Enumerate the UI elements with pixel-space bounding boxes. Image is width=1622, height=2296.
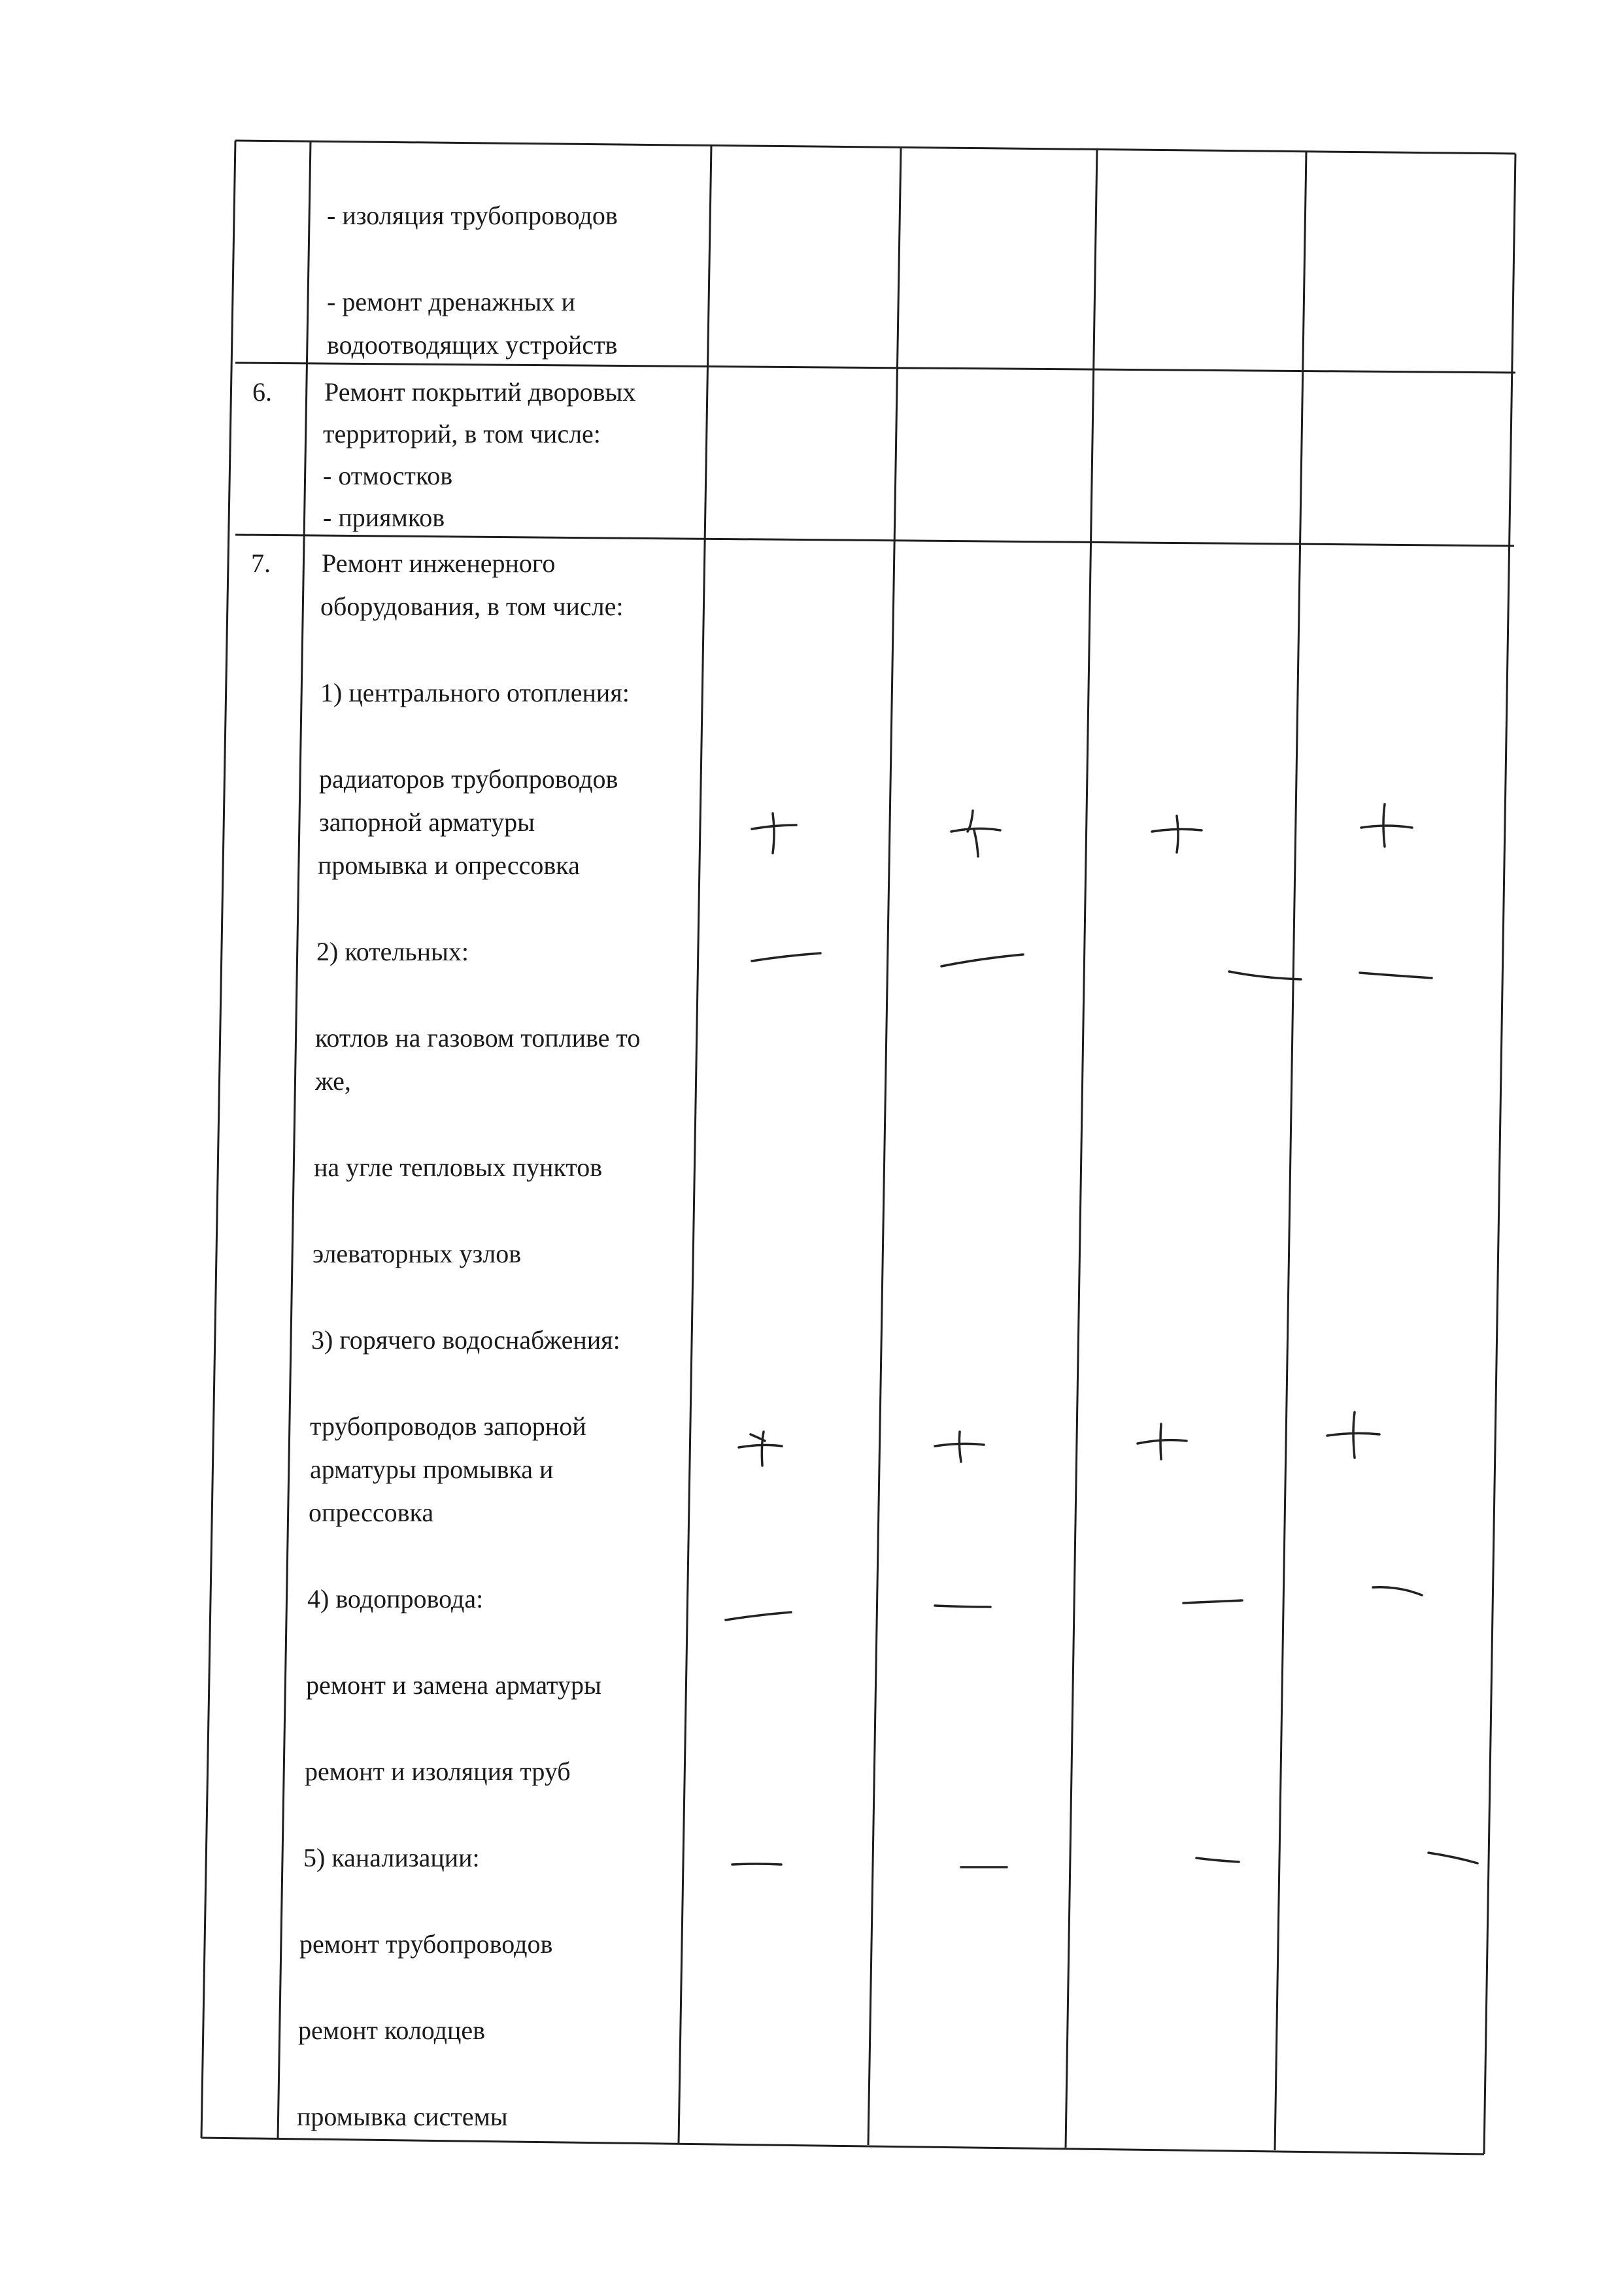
mark-sewer-4 [1428,1853,1478,1863]
row7-line9: же, [315,1066,351,1096]
mark-water-3 [1183,1600,1242,1603]
mark-boilers-4 [1360,973,1432,978]
row6-line1: Ремонт покрытий дворовых [324,377,636,407]
row7-line2: оборудования, в том числе: [320,592,624,621]
row1-line2: - ремонт дренажных и [327,287,575,316]
mark-sewer-1 [732,1864,781,1865]
mark-heating-3 [1152,816,1202,853]
mark-water-2 [935,1606,990,1607]
mark-heating-2 [951,811,1000,856]
row7-line20: ремонт трубопроводов [299,1929,553,1959]
row7-line7: 2) котельных: [316,937,469,966]
mark-heating-1 [752,813,796,853]
mark-water-1 [726,1612,791,1620]
mark-hotwater-3 [1138,1424,1187,1459]
mark-boilers-2 [941,954,1023,966]
row7-line22: промывка системы [297,2102,508,2131]
row7-line12: 3) горячего водоснабжения: [311,1325,620,1355]
row7-line3: 1) центрального отопления: [320,678,630,707]
row7-line14: арматуры промывка и [310,1455,554,1484]
row1-line3: водоотводящих устройств [327,330,618,360]
row7-line6: промывка и опрессовка [318,851,580,880]
mark-hotwater-1 [739,1432,782,1466]
mark-boilers-1 [752,953,820,961]
row7-line5: запорной арматуры [319,807,535,837]
row7-line8: котлов на газовом топливе то [315,1023,641,1053]
row7-line15: опрессовка [309,1498,434,1527]
row7-line17: ремонт и замена арматуры [306,1670,601,1700]
row7-line19: 5) канализации: [303,1843,480,1872]
row7-line21: ремонт колодцев [298,2016,486,2045]
mark-boilers-3 [1229,971,1301,979]
row6-line4: - приямков [323,503,445,532]
mark-sewer-3 [1196,1858,1239,1862]
row1-line1: - изоляция трубопроводов [327,201,618,230]
row7-line1: Ремонт инженерного [322,549,556,578]
mark-hotwater-2 [935,1432,984,1462]
row6-line3: - отмостков [323,461,453,490]
mark-heating-4 [1361,804,1412,847]
row6-line2: территорий, в том числе: [323,419,601,448]
row7-number: 7. [251,549,271,578]
mark-hotwater-4 [1327,1412,1379,1458]
row7-line10: на угле тепловых пунктов [314,1153,603,1182]
row7-line13: трубопроводов запорной [310,1411,586,1441]
row7-line18: ремонт и изоляция труб [305,1757,571,1786]
row7-line4: радиаторов трубопроводов [319,764,618,794]
row7-line11: элеваторных узлов [313,1239,522,1268]
mark-water-4 [1373,1587,1422,1595]
row7-line16: 4) водопровода: [307,1584,484,1613]
row6-number: 6. [252,377,272,407]
